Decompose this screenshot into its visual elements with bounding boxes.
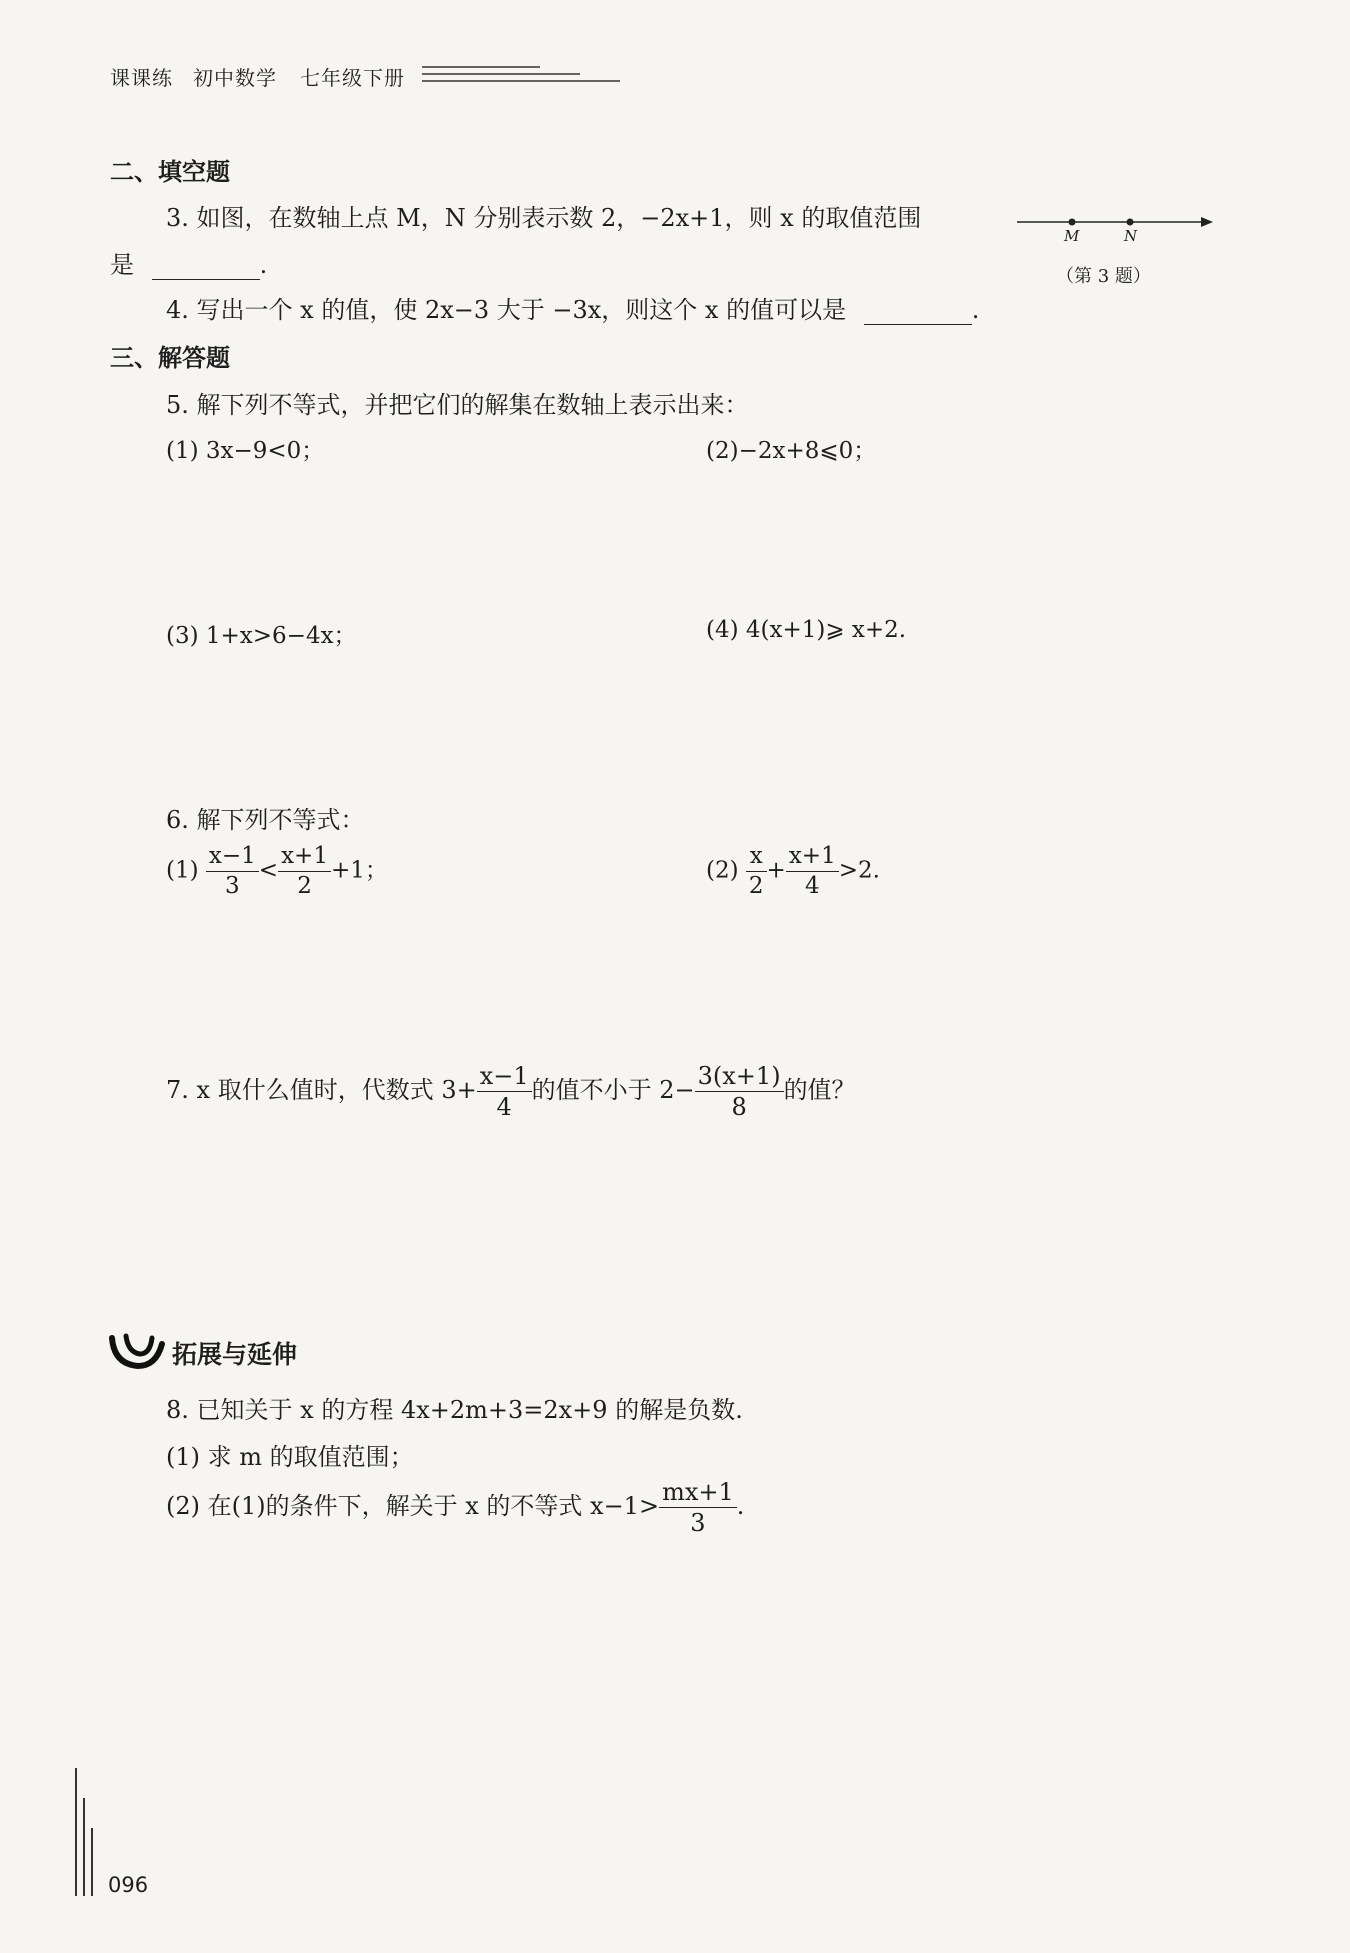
q6-part1-f1-num: x−1 xyxy=(208,843,256,869)
point-n-label: N xyxy=(1124,227,1138,245)
point-n xyxy=(1127,219,1134,226)
q6-part2-f2-den: 4 xyxy=(786,871,839,898)
q6-part2-fraction2 xyxy=(786,845,839,898)
q8-part1: (1) 求 m 的取值范围； xyxy=(166,1443,414,1471)
q7-prefix: 7. x 取什么值时，代数式 3+ xyxy=(166,1076,477,1104)
q6-part2-f2-num: x+1 xyxy=(788,843,836,869)
q5-part4: (4) 4(x+1)⩾ x+2. xyxy=(706,617,907,643)
q4-text: 4. 写出一个 x 的值，使 2x−3 大于 −3x，则这个 x 的值可以是 xyxy=(166,296,847,324)
q6-part2 xyxy=(706,845,880,898)
q5-part2: (2)−2x+8⩽0； xyxy=(706,438,877,464)
header-book: 课课练 xyxy=(110,66,173,90)
q8-part2 xyxy=(166,1480,744,1535)
point-m xyxy=(1069,219,1076,226)
q4-line xyxy=(166,290,979,325)
q5-part3: (3) 1+x>6−4x； xyxy=(166,623,357,649)
q3-line2 xyxy=(110,245,267,280)
section-solve-title: 三、解答题 xyxy=(110,344,230,372)
header-grade: 七年级下册 xyxy=(300,66,405,90)
q8-stem: 8. 已知关于 x 的方程 4x+2m+3=2x+9 的解是负数. xyxy=(166,1396,743,1424)
q8-part2-prefix: (2) 在(1)的条件下，解关于 x 的不等式 x−1> xyxy=(166,1492,660,1520)
q6-part2-tail: >2. xyxy=(838,857,880,884)
q6-part1-label: (1) xyxy=(166,857,199,884)
q5-stem: 5. 解下列不等式，并把它们的解集在数轴上表示出来： xyxy=(166,391,749,419)
q7-fraction2 xyxy=(695,1064,784,1119)
q6-part2-f1-den: 2 xyxy=(746,871,767,898)
q6-stem: 6. 解下列不等式： xyxy=(166,806,365,834)
section-fill-title: 二、填空题 xyxy=(110,158,230,186)
q3-number-line xyxy=(1015,208,1215,248)
q8-part2-suffix: . xyxy=(736,1492,745,1520)
q3-suffix: . xyxy=(259,251,268,279)
q6-part2-label: (2) xyxy=(706,857,739,884)
q7-suffix: 的值？ xyxy=(783,1076,856,1104)
q7-line xyxy=(166,1064,856,1119)
q4-answer-blank[interactable] xyxy=(864,296,972,325)
q3-prefix: 是 xyxy=(110,251,134,279)
q6-part1-f2-num: x+1 xyxy=(281,843,328,869)
q8-part2-den: 3 xyxy=(659,1507,737,1535)
q7-f2-den: 8 xyxy=(695,1091,784,1119)
q6-part1 xyxy=(166,845,388,898)
q3-line1: 3. 如图，在数轴上点 M，N 分别表示数 2，−2x+1，则 x 的取值范围 xyxy=(166,204,922,232)
point-m-label: M xyxy=(1064,227,1080,245)
q7-mid: 的值不小于 2− xyxy=(531,1076,695,1104)
q6-part1-fraction2 xyxy=(278,845,331,898)
q7-f1-num: x−1 xyxy=(479,1062,529,1090)
q7-f1-den: 4 xyxy=(477,1091,532,1119)
q6-part1-op: < xyxy=(258,857,279,884)
header-subject: 初中数学 xyxy=(193,66,277,90)
q8-part2-fraction xyxy=(659,1480,737,1535)
extension-section-icon xyxy=(108,1330,166,1374)
footer-margin-bars xyxy=(72,1768,98,1898)
q6-part1-f1-den: 3 xyxy=(206,871,259,898)
q3-answer-blank[interactable] xyxy=(152,251,260,280)
q6-part2-f1-num: x xyxy=(749,843,763,869)
q8-part2-num: mx+1 xyxy=(662,1478,734,1506)
q6-part1-tail: +1； xyxy=(330,857,388,884)
q3-figure-caption: （第 3 题） xyxy=(1056,266,1151,287)
q7-f2-num: 3(x+1) xyxy=(697,1062,781,1090)
page-number: 096 xyxy=(108,1873,149,1897)
q6-part1-f2-den: 2 xyxy=(278,871,331,898)
q6-part1-fraction1 xyxy=(206,845,259,898)
q4-suffix: . xyxy=(971,296,980,324)
q7-fraction1 xyxy=(477,1064,532,1119)
section-extend-title: 拓展与延伸 xyxy=(172,1340,298,1369)
q6-part2-fraction1 xyxy=(746,845,767,898)
header-rule-lines xyxy=(420,64,625,88)
q6-part2-op: + xyxy=(766,857,786,884)
q5-part1: (1) 3x−9<0； xyxy=(166,438,325,464)
